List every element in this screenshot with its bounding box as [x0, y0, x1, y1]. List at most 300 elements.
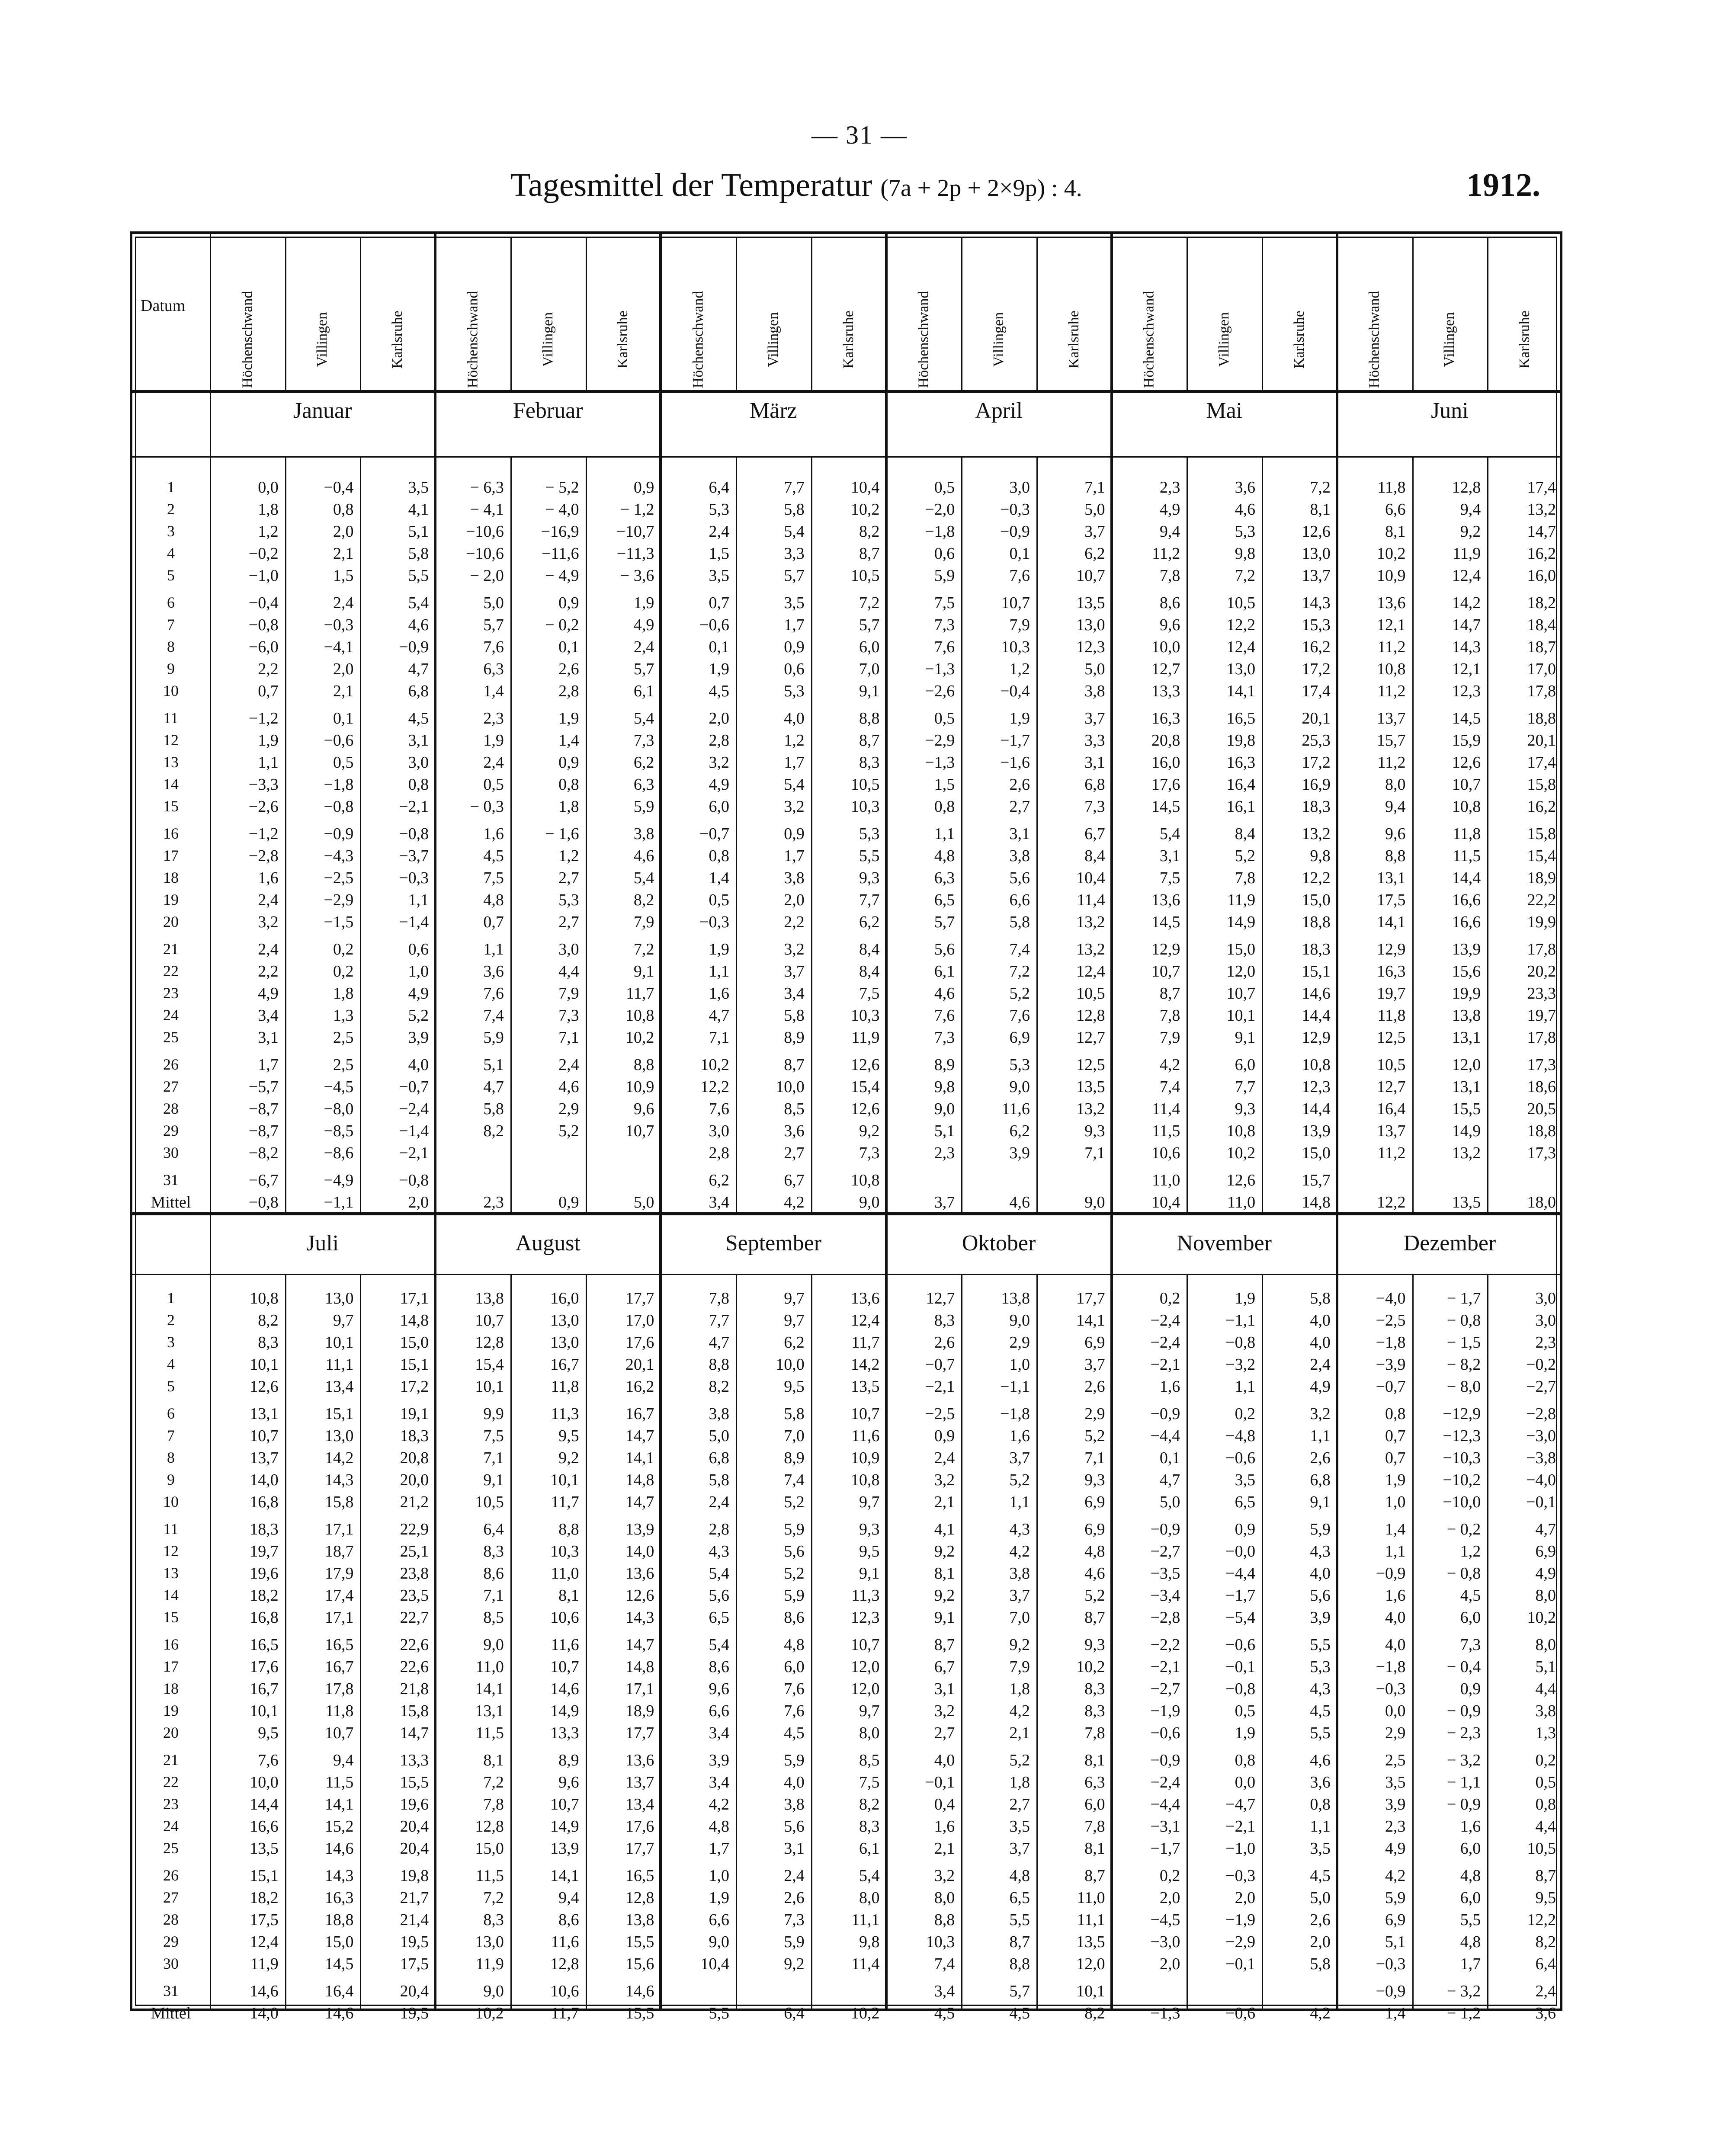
table-cell: −1,0	[1225, 1839, 1256, 1858]
table-cell: 14,7	[1452, 616, 1481, 634]
table-cell: 0,1	[558, 638, 579, 656]
table-cell: 9,1	[859, 682, 880, 700]
table-cell: 17,0	[1527, 660, 1556, 678]
table-cell: 4,7	[709, 1333, 730, 1352]
table-cell: 5,4	[709, 1636, 730, 1654]
table-cell: 15,9	[1452, 731, 1481, 750]
table-cell: 11,7	[626, 984, 654, 1003]
mittel-cell: − 1,2	[1446, 2004, 1481, 2022]
table-cell: 4,3	[1310, 1680, 1331, 1698]
row-label: 22	[163, 962, 179, 980]
table-cell: 17,7	[1076, 1289, 1105, 1307]
table-cell: 5,9	[784, 1751, 805, 1769]
station-name: Villingen	[765, 312, 781, 367]
table-cell: 10,7	[1001, 594, 1030, 612]
month-name: Februar	[513, 398, 583, 423]
table-cell: 4,8	[1460, 1867, 1481, 1885]
table-cell: 2,0	[709, 709, 730, 727]
table-cell: 2,0	[784, 891, 805, 909]
table-cell: 10,7	[1226, 984, 1256, 1003]
table-cell: 5,9	[784, 1520, 805, 1538]
table-cell: −2,8	[1526, 1405, 1556, 1423]
table-cell: 0,9	[1235, 1520, 1256, 1538]
table-cell: 9,1	[483, 1471, 504, 1489]
table-cell: 14,6	[324, 1839, 354, 1858]
table-cell: 4,5	[483, 847, 504, 865]
table-cell: 4,0	[1385, 1608, 1406, 1627]
table-cell: 5,2	[1084, 1586, 1105, 1605]
table-cell: 1,9	[1385, 1471, 1406, 1489]
table-cell: 8,0	[1535, 1586, 1556, 1605]
mittel-cell: 15,5	[625, 2004, 654, 2022]
table-cell: 4,9	[1310, 1378, 1331, 1396]
table-cell: 5,4	[633, 709, 654, 727]
table-cell: − 2,0	[470, 567, 504, 585]
table-cell: 4,6	[1084, 1564, 1105, 1583]
table-cell: 2,4	[709, 522, 730, 541]
table-cell: 19,6	[250, 1564, 279, 1583]
table-cell: 10,5	[1527, 1839, 1556, 1858]
table-cell: 2,4	[709, 1493, 730, 1511]
table-cell: 4,7	[709, 1006, 730, 1025]
table-cell: 0,9	[784, 638, 805, 656]
table-cell: 1,7	[709, 1839, 730, 1858]
page-title	[510, 167, 1082, 204]
station-column-rule	[736, 237, 737, 390]
table-cell: 20,1	[1527, 731, 1556, 750]
table-cell: 13,7	[625, 1773, 654, 1791]
table-cell: 12,6	[625, 1586, 654, 1605]
table-cell: −1,4	[399, 1122, 429, 1140]
table-cell: 1,1	[258, 753, 279, 772]
table-cell: 18,2	[250, 1586, 279, 1605]
table-cell: 13,7	[250, 1449, 279, 1467]
half-divider-rule	[130, 1212, 1562, 1215]
table-cell: 10,8	[625, 1006, 654, 1025]
table-cell: 12,7	[1377, 1078, 1406, 1096]
table-cell: 13,5	[250, 1839, 279, 1858]
table-cell: 8,2	[633, 891, 654, 909]
station-name: Villingen	[539, 312, 556, 367]
table-cell: 8,7	[859, 731, 880, 750]
table-cell: 13,0	[1302, 545, 1331, 563]
table-cell: 8,3	[258, 1333, 279, 1352]
table-cell: 8,8	[1009, 1955, 1030, 1973]
table-cell: 0,9	[558, 594, 579, 612]
table-cell: 6,2	[709, 1171, 730, 1189]
table-cell: 12,8	[1076, 1006, 1105, 1025]
table-cell: 1,1	[709, 962, 730, 980]
table-cell: −0,1	[1526, 1493, 1556, 1511]
table-cell: 18,2	[250, 1889, 279, 1907]
table-cell: 7,6	[258, 1751, 279, 1769]
table-cell: 0,2	[333, 940, 354, 958]
table-cell: 7,6	[784, 1702, 805, 1720]
table-cell: 5,1	[408, 522, 429, 541]
table-cell: 3,2	[934, 1702, 955, 1720]
table-cell: 14,1	[1226, 682, 1256, 700]
table-cell: 4,9	[1159, 500, 1180, 519]
table-cell: 11,5	[325, 1773, 354, 1791]
station-header	[451, 291, 494, 388]
table-cell: 13,8	[625, 1911, 654, 1929]
table-cell: 7,6	[1009, 1006, 1030, 1025]
table-cell: 16,3	[1226, 753, 1256, 772]
table-cell: 10,6	[1151, 1144, 1180, 1162]
table-cell: 7,8	[1159, 1006, 1180, 1025]
table-cell: 10,8	[851, 1471, 880, 1489]
table-cell: −3,3	[248, 775, 279, 794]
table-cell: 6,0	[1084, 1795, 1105, 1813]
table-cell: 17,1	[400, 1289, 429, 1307]
table-cell: 4,8	[1460, 1933, 1481, 1951]
table-cell: 8,8	[934, 1911, 955, 1929]
table-cell: 18,3	[1302, 940, 1331, 958]
table-cell: 17,1	[324, 1608, 354, 1627]
table-cell: 0,5	[934, 478, 955, 497]
table-cell: 4,6	[1310, 1751, 1331, 1769]
table-cell: 3,5	[1310, 1839, 1331, 1858]
page-number: — 31 —	[811, 121, 908, 149]
table-cell: 4,4	[1535, 1680, 1556, 1698]
table-cell: − 3,6	[620, 567, 654, 585]
table-cell: 11,2	[1377, 753, 1406, 772]
table-cell: 13,1	[1377, 869, 1406, 887]
table-cell: 7,4	[1159, 1078, 1180, 1096]
table-cell: 19,7	[1377, 984, 1406, 1003]
mittel-cell: 1,4	[1385, 2004, 1406, 2022]
table-cell: 13,8	[1452, 1006, 1481, 1025]
table-cell: 17,6	[625, 1333, 654, 1352]
table-cell: 6,3	[483, 660, 504, 678]
table-cell: 12,0	[851, 1680, 880, 1698]
table-cell: 17,9	[324, 1564, 354, 1583]
row-label: 14	[163, 775, 179, 793]
table-cell: 10,2	[1527, 1608, 1556, 1627]
table-cell: 15,0	[1302, 891, 1331, 909]
table-cell: 10,8	[851, 1171, 880, 1189]
table-cell: 2,7	[934, 1724, 955, 1742]
table-cell: −0,7	[399, 1078, 429, 1096]
table-cell: −0,4	[248, 594, 279, 612]
table-cell: 10,7	[250, 1427, 279, 1445]
table-cell: 8,7	[1084, 1867, 1105, 1885]
table-cell: 11,9	[250, 1955, 279, 1973]
table-cell: −1,8	[324, 775, 354, 794]
table-cell: 4,0	[408, 1056, 429, 1074]
table-cell: 12,6	[851, 1056, 880, 1074]
table-cell: −5,7	[248, 1078, 279, 1096]
table-cell: 18,8	[1527, 1122, 1556, 1140]
row-label: 13	[163, 753, 179, 771]
table-cell: −0,3	[1225, 1867, 1256, 1885]
table-cell: 0,8	[1385, 1405, 1406, 1423]
table-cell: 10,1	[550, 1471, 579, 1489]
table-cell: 2,0	[1235, 1889, 1256, 1907]
table-cell: 3,0	[709, 1122, 730, 1140]
table-cell: 8,3	[859, 753, 880, 772]
table-cell: 2,9	[1009, 1333, 1030, 1352]
table-cell: − 0,3	[470, 798, 504, 816]
table-cell: 10,3	[1001, 638, 1030, 656]
table-cell: 4,8	[1009, 1867, 1030, 1885]
table-cell: 0,8	[408, 775, 429, 794]
table-cell: 4,4	[558, 962, 579, 980]
table-cell: 16,2	[1527, 545, 1556, 563]
table-cell: −8,0	[324, 1100, 354, 1118]
station-name: Villingen	[1216, 312, 1232, 367]
table-cell: 7,7	[709, 1311, 730, 1329]
table-cell: 3,4	[709, 1724, 730, 1742]
table-cell: 14,6	[550, 1680, 579, 1698]
table-cell: 5,9	[483, 1028, 504, 1047]
table-cell: 13,3	[400, 1751, 429, 1769]
table-cell: 16,5	[1226, 709, 1256, 727]
mittel-cell: 14,6	[324, 2004, 354, 2022]
mittel-cell: 3,7	[934, 1193, 955, 1211]
table-cell: 5,2	[1009, 1471, 1030, 1489]
table-cell: 2,6	[1084, 1378, 1105, 1396]
row-label: 7	[167, 1427, 175, 1444]
table-cell: 1,4	[709, 869, 730, 887]
table-cell: 17,7	[625, 1724, 654, 1742]
table-cell: −0,3	[1376, 1680, 1406, 1698]
table-cell: 3,0	[1535, 1289, 1556, 1307]
mittel-cell: 3,4	[709, 1193, 730, 1211]
table-cell: −10,7	[616, 522, 654, 541]
table-cell: 9,4	[1159, 522, 1180, 541]
table-cell: 11,6	[851, 1427, 880, 1445]
table-cell: 16,2	[625, 1378, 654, 1396]
table-cell: 1,5	[333, 567, 354, 585]
table-cell: 2,4	[333, 594, 354, 612]
table-cell: 16,6	[1452, 913, 1481, 931]
table-cell: 5,4	[1159, 825, 1180, 843]
table-cell: 2,4	[934, 1449, 955, 1467]
table-cell: 5,7	[483, 616, 504, 634]
table-cell: 5,7	[633, 660, 654, 678]
table-cell: 10,4	[1076, 869, 1105, 887]
table-cell: 5,2	[784, 1493, 805, 1511]
row-label: 30	[163, 1955, 179, 1972]
table-cell: 15,5	[625, 1933, 654, 1951]
table-cell: 5,4	[709, 1564, 730, 1583]
table-cell: 11,7	[551, 1493, 579, 1511]
table-cell: 5,8	[1310, 1289, 1331, 1307]
table-cell: 17,8	[1527, 940, 1556, 958]
table-cell: 3,1	[784, 1839, 805, 1858]
table-cell: 12,5	[1377, 1028, 1406, 1047]
station-column-rule	[961, 237, 962, 390]
row-label: 13	[163, 1564, 179, 1582]
table-cell: 1,1	[1235, 1378, 1256, 1396]
table-cell: 11,3	[551, 1405, 579, 1423]
table-cell: − 4,0	[545, 500, 579, 519]
row-label: 1	[167, 478, 175, 496]
table-cell: 8,3	[483, 1911, 504, 1929]
table-cell: 3,2	[784, 798, 805, 816]
table-cell: 1,6	[1009, 1427, 1030, 1445]
row-label: 4	[167, 1355, 175, 1373]
row-label: 9	[167, 1471, 175, 1488]
table-cell: 10,4	[851, 478, 880, 497]
row-label: 8	[167, 638, 175, 655]
table-cell: 1,8	[1009, 1773, 1030, 1791]
table-cell: 20,8	[400, 1449, 429, 1467]
table-cell: 8,7	[1084, 1608, 1105, 1627]
table-cell: 8,0	[1535, 1636, 1556, 1654]
table-cell: 3,0	[1009, 478, 1030, 497]
table-cell: 5,0	[1159, 1493, 1180, 1511]
table-cell: − 1,2	[620, 500, 654, 519]
table-cell: 9,3	[1084, 1636, 1105, 1654]
table-cell: 7,8	[1084, 1724, 1105, 1742]
table-cell: 5,0	[1084, 500, 1105, 519]
station-header	[1128, 291, 1171, 388]
table-cell: 7,1	[1084, 1449, 1105, 1467]
table-cell: −1,9	[1150, 1702, 1180, 1720]
table-cell: 14,1	[324, 1795, 354, 1813]
table-cell: 8,7	[784, 1056, 805, 1074]
row-label: 24	[163, 1006, 179, 1024]
table-cell: − 8,2	[1446, 1355, 1481, 1374]
table-cell: −1,1	[1225, 1311, 1256, 1329]
table-cell: 16,0	[550, 1289, 579, 1307]
table-cell: −6,0	[248, 638, 279, 656]
table-cell: − 0,2	[545, 616, 579, 634]
table-cell: −4,0	[1376, 1289, 1406, 1307]
table-cell: 5,1	[483, 1056, 504, 1074]
table-cell: 18,8	[1302, 913, 1331, 931]
table-cell: 6,0	[709, 798, 730, 816]
row-label: 6	[167, 1405, 175, 1422]
table-cell: 11,8	[551, 1378, 579, 1396]
table-cell: −4,3	[324, 847, 354, 865]
table-cell: 5,9	[784, 1586, 805, 1605]
table-cell: 19,6	[400, 1795, 429, 1813]
table-cell: −0,1	[1225, 1955, 1256, 1973]
table-cell: 2,7	[1009, 798, 1030, 816]
table-cell: 11,2	[1377, 682, 1406, 700]
table-cell: 10,8	[1377, 660, 1406, 678]
table-cell: 3,7	[1009, 1449, 1030, 1467]
table-cell: 8,5	[784, 1100, 805, 1118]
table-cell: 16,5	[625, 1867, 654, 1885]
table-cell: −2,1	[1150, 1658, 1180, 1676]
table-cell: 5,8	[784, 500, 805, 519]
table-cell: 5,3	[1235, 522, 1256, 541]
table-cell: −0,6	[699, 616, 730, 634]
table-cell: 1,3	[1535, 1724, 1556, 1742]
table-cell: 7,5	[859, 984, 880, 1003]
table-cell: 18,7	[1527, 638, 1556, 656]
table-cell: 0,6	[784, 660, 805, 678]
table-cell: 8,1	[1385, 522, 1406, 541]
table-cell: 6,0	[1235, 1056, 1256, 1074]
table-cell: 0,2	[1535, 1751, 1556, 1769]
table-cell: 0,2	[333, 962, 354, 980]
table-cell: 15,1	[250, 1867, 279, 1885]
table-cell: 18,9	[1527, 869, 1556, 887]
table-cell: 5,8	[483, 1100, 504, 1118]
table-cell: 13,9	[1452, 940, 1481, 958]
table-cell: 13,0	[550, 1311, 579, 1329]
table-cell: 2,3	[934, 1144, 955, 1162]
table-cell: 0,7	[709, 594, 730, 612]
table-cell: 0,8	[1310, 1795, 1331, 1813]
table-cell: 6,1	[859, 1839, 880, 1858]
row-label: 28	[163, 1911, 179, 1928]
month-name: Januar	[293, 398, 352, 423]
table-cell: −0,7	[925, 1355, 955, 1374]
table-cell: 7,9	[633, 913, 654, 931]
table-cell: 19,7	[1527, 1006, 1556, 1025]
table-cell: 11,2	[1377, 638, 1406, 656]
month-name: Mai	[1206, 398, 1243, 423]
table-cell: 10,7	[475, 1311, 504, 1329]
table-cell: 12,3	[1452, 682, 1481, 700]
table-cell: −0,6	[1150, 1724, 1180, 1742]
table-cell: 5,3	[1310, 1658, 1331, 1676]
table-cell: −2,1	[1150, 1355, 1180, 1374]
table-cell: 3,8	[1009, 1564, 1030, 1583]
table-cell: 10,1	[1076, 1982, 1105, 2000]
table-cell: 7,5	[483, 869, 504, 887]
table-cell: 7,7	[784, 478, 805, 497]
table-cell: 18,3	[250, 1520, 279, 1538]
mittel-cell: 4,5	[1009, 2004, 1030, 2022]
station-column-rule	[586, 237, 587, 390]
table-cell: 15,8	[1527, 825, 1556, 843]
table-cell: 12,7	[1151, 660, 1180, 678]
mittel-cell: 4,2	[784, 1193, 805, 1211]
table-cell: 12,9	[1151, 940, 1180, 958]
table-cell: 1,9	[258, 731, 279, 750]
table-cell: −0,1	[1225, 1658, 1256, 1676]
table-cell: 13,3	[1151, 682, 1180, 700]
station-header	[902, 291, 945, 388]
table-cell: 2,0	[1159, 1955, 1180, 1973]
row-label: 29	[163, 1933, 179, 1950]
table-cell: −0,3	[324, 616, 354, 634]
table-cell: −0,8	[399, 825, 429, 843]
table-cell: 14,5	[1151, 798, 1180, 816]
table-cell: 14,3	[324, 1867, 354, 1885]
station-header	[1052, 296, 1096, 383]
station-header	[376, 296, 419, 383]
table-cell: 5,2	[408, 1006, 429, 1025]
table-cell: 12,3	[1076, 638, 1105, 656]
table-cell: 8,8	[859, 709, 880, 727]
table-cell: 3,7	[784, 962, 805, 980]
table-cell: −2,4	[1150, 1333, 1180, 1352]
table-cell: −1,7	[1000, 731, 1030, 750]
table-cell: 12,4	[250, 1933, 279, 1951]
table-cell: 13,1	[1452, 1028, 1481, 1047]
table-cell: 17,1	[625, 1680, 654, 1698]
table-cell: −0,1	[925, 1773, 955, 1791]
mittel-cell: 13,5	[1452, 1193, 1481, 1211]
table-cell: 19,7	[250, 1542, 279, 1560]
table-cell: 8,4	[1084, 847, 1105, 865]
table-cell: 14,4	[1302, 1006, 1331, 1025]
table-cell: 8,7	[859, 545, 880, 563]
table-cell: −8,7	[248, 1100, 279, 1118]
table-cell: 2,1	[934, 1493, 955, 1511]
table-cell: − 3,2	[1446, 1982, 1481, 2000]
table-cell: 10,3	[550, 1542, 579, 1560]
table-cell: −2,8	[1150, 1608, 1180, 1627]
